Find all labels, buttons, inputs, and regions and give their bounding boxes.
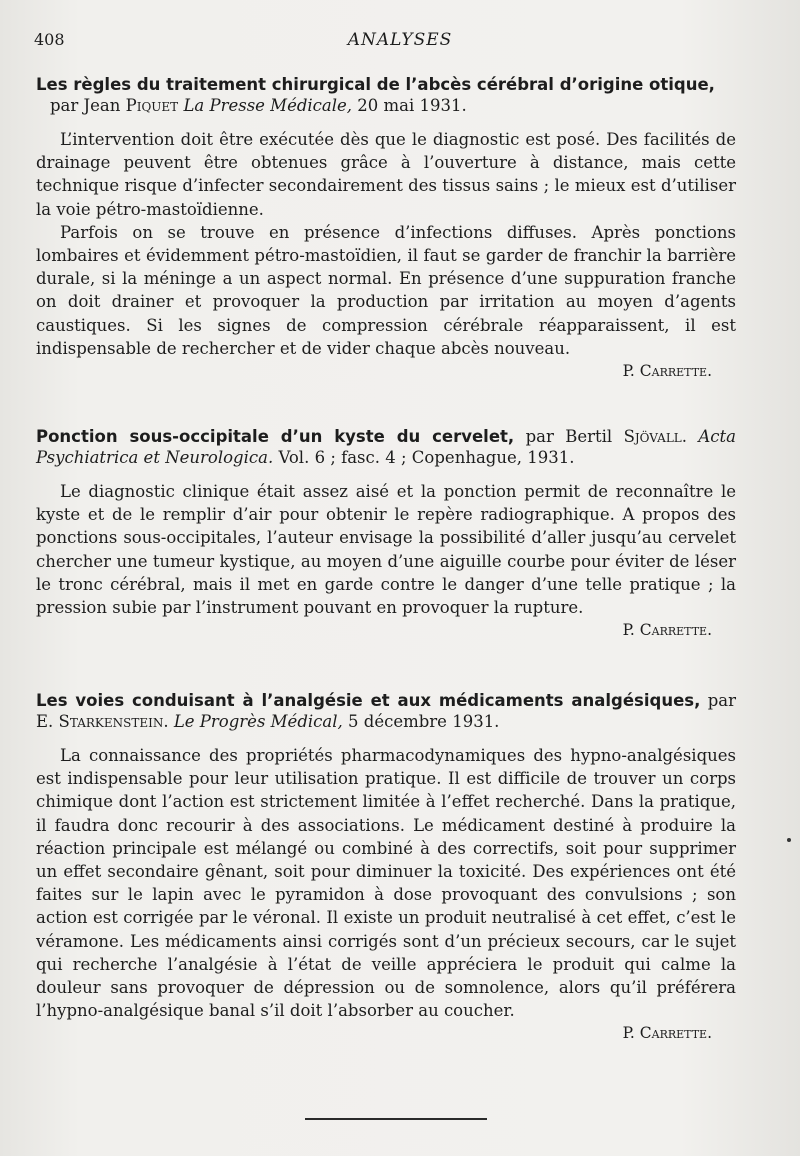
page-number: 408 [34, 30, 65, 49]
author-prefix: par Jean [50, 96, 121, 115]
article-title: Les règles du traitement chirurgical de l’abcès cérébral d’origine otique, [36, 75, 715, 94]
author-prefix: par E. [36, 691, 736, 731]
running-head [34, 30, 766, 54]
article-heading [36, 426, 736, 468]
ink-speck [787, 838, 791, 842]
article-title: Les voies conduisant à l’analgésie et aux médicaments analgésiques, [36, 691, 701, 710]
author-name: Piquet [125, 96, 179, 115]
end-rule [305, 1118, 487, 1120]
author-prefix: par Bertil [525, 427, 613, 446]
reviewer-signature: P. Carrette. [622, 621, 712, 640]
article-body [36, 480, 736, 619]
publication-date: 5 décembre 1931. [348, 712, 500, 731]
reviewer-signature: P. Carrette. [622, 362, 712, 381]
article-starkenstein [36, 690, 736, 1042]
author-name: Sjövall. [623, 427, 688, 446]
article-piquet [36, 74, 736, 380]
article-body [36, 744, 736, 1022]
paragraph: Le diagnostic clinique était assez aisé et la ponction permit de reconnaître le kyste et de le remplir d’air pour obtenir le repère radiographique. A propos des ponctions sous-occipitales, l’auteur envisage la possibilité d’aller jusqu’au cervelet chercher une tumeur kystique, au moyen d’une aiguille courbe pour éviter de léser le tronc cérébral, mais il met en garde contre le danger d’une telle pratique ; la pression subie par l’instrument pouvant en provoquer la rupture. [36, 482, 736, 618]
section-title: ANALYSES [347, 30, 453, 50]
publication-date: 20 mai 1931. [357, 96, 467, 115]
paragraph: La connaissance des propriétés pharmacodynamiques des hypno-analgésiques est indispensable pour leur utilisation pratique. Il est difficile de trouver un corps chimique dont l’action est strictement limitée à l’effet recherché. Dans la pratique, il faudra donc recourir à des associations. Le médicament destiné à produire la réaction principale est mélangé ou combiné à des correctifs, soit pour supprimer un effet secondaire gênant, soit pour diminuer la toxicité. Des expériences ont été faites sur le lapin avec le pyramidon à dose provoquant des convulsions ; son action est corrigée par le véronal. Il existe un produit neutralisé à cet effet, c’est le véramone. Les médicaments ainsi corrigés sont d’un précieux secours, car le sujet qui recherche l’analgésie à l’état de veille appréciera le produit qui calme la douleur sans provoquer de dépression ou de somnolence, alors qu’il préférera l’hypno-analgésique banal s’il doit l’absorber au coucher. [36, 746, 736, 1021]
journal-name: La Presse Médicale, [183, 96, 353, 115]
article-heading [36, 74, 736, 116]
paragraph: Parfois on se trouve en présence d’infections diffuses. Après ponctions lombaires et évidemment pétro-mastoïdien, il faut se garder de franchir la barrière durale, si la méninge a un aspect normal. En présence d’une suppuration franche on doit drainer et provoquer la production par irritation au moyen d’agents caustiques. Si les signes de compression cérébrale réapparaissent, il est indispensable de rechercher et de vider chaque abcès nouveau. [36, 222, 736, 358]
article-heading [36, 690, 736, 732]
article-byline [36, 95, 736, 116]
publication-date: Vol. 6 ; fasc. 4 ; Copenhague, 1931. [278, 448, 575, 467]
journal-name: Acta Psychiatrica et Neurologica. [36, 427, 737, 467]
article-sjovall [36, 426, 736, 639]
article-body [36, 128, 736, 360]
author-name: Starkenstein. [58, 712, 169, 731]
reviewer-signature: P. Carrette. [622, 1024, 712, 1043]
article-title: Ponction sous-occipitale d’un kyste du cervelet, [36, 427, 515, 446]
paragraph: L’intervention doit être exécutée dès que le diagnostic est posé. Des facilités de drainage peuvent être obtenues grâce à l’ouverture à distance, mais cette technique risque d’infecter secondairement des tissus sains ; le mieux est d’utiliser la voie pétro-mastoïdienne. [36, 130, 736, 219]
journal-name: Le Progrès Médical, [173, 712, 343, 731]
